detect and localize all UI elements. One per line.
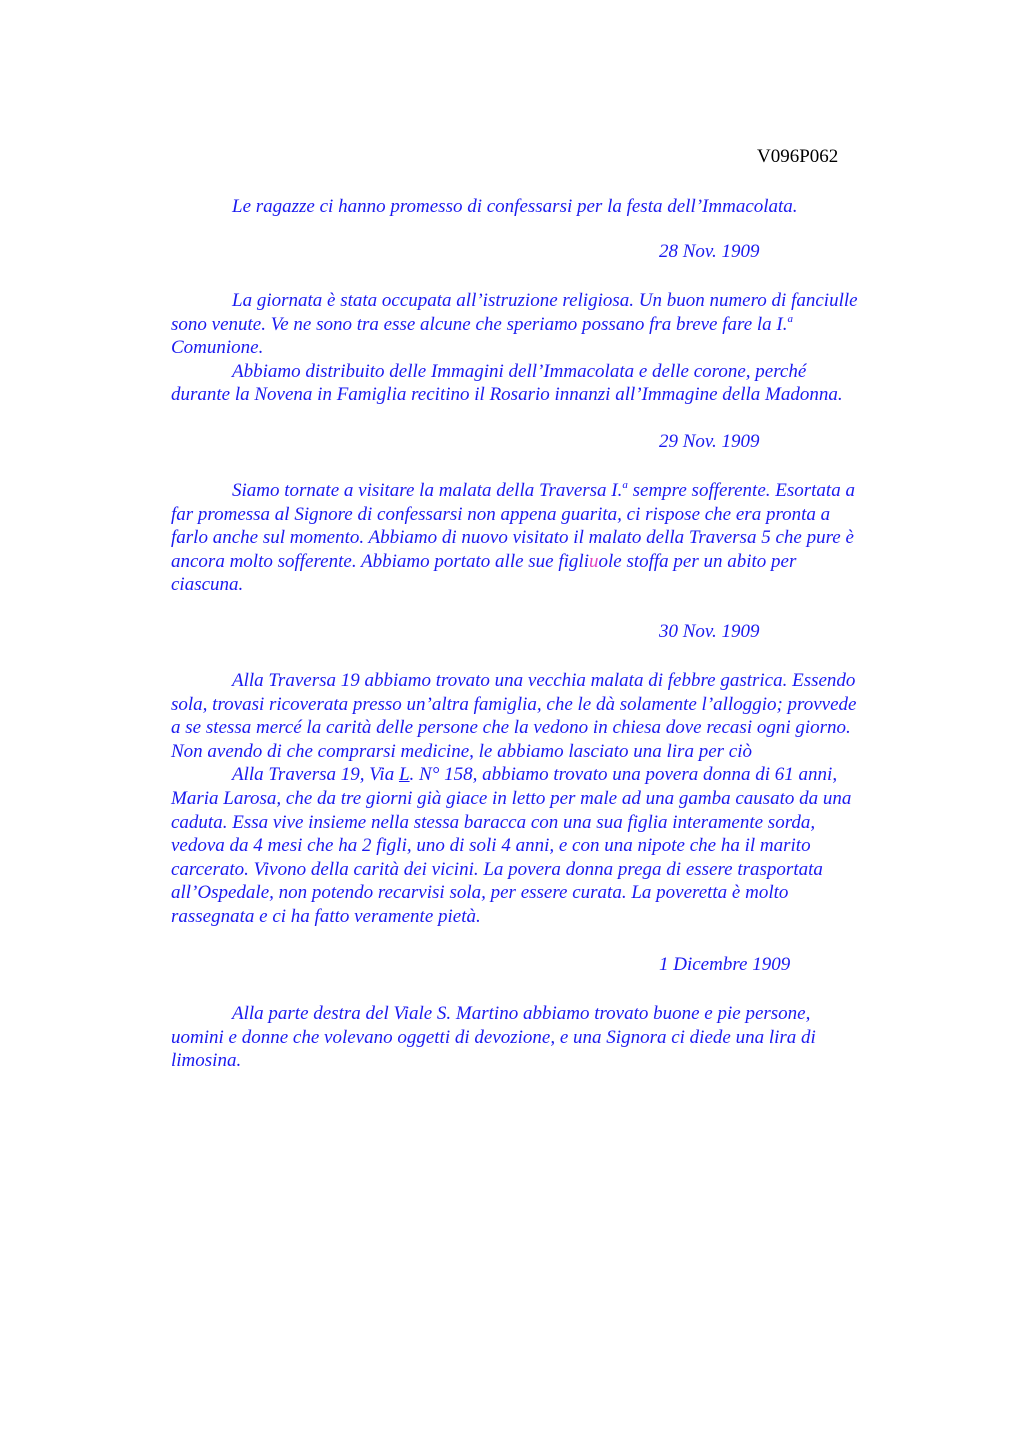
text-line: Comunione. — [171, 337, 264, 359]
text-line: Siamo tornate a visitare la malata della Traversa I.$^a$ sempre sofferente. Esortata a — [232, 479, 855, 501]
page-identifier: V096P062 — [757, 146, 839, 167]
text-line: ancora molto sofferente. Abbiamo portato alle sue figliuole stoffa per un abito per — [171, 550, 797, 572]
text-line: farlo anche sul momento. Abbiamo di nuovo visitato il malato della Traversa 5 che pure è — [171, 527, 854, 549]
entry-body — [171, 669, 921, 929]
text-line: Alla Traversa 19 abbiamo trovato una vecchia malata di febbre gastrica. Essendo — [232, 670, 856, 691]
text-line: Maria Larosa, che da tre giorni già giace in letto per male ad una gamba causato da una — [171, 787, 852, 809]
text-line: caduta. Essa vive insieme nella stessa baracca con una sua figlia interamente sorda, — [171, 811, 816, 833]
text-line: uomini e donne che volevano oggetti di devozione, e una Signora ci diede una lira di — [171, 1026, 816, 1048]
entry-body — [171, 1002, 921, 1073]
text-line: sola, trovasi ricoverata presso un’altra famiglia, che le dà solamente l’alloggio; provvede — [171, 693, 857, 715]
text-line: a se stessa mercé la carità delle persone che la vedono in chiesa dove recasi ogni giorno. — [171, 717, 851, 739]
text-line: rassegnata e ci ha fatto veramente pietà. — [171, 905, 481, 927]
text-line: Abbiamo distribuito delle Immagini dell’Immacolata e delle corone, perché — [232, 360, 807, 382]
text-line: limosina. — [171, 1050, 242, 1072]
intro-paragraph — [171, 195, 921, 219]
text-line: all’Ospedale, non potendo recarvisi sola, per essere curata. La poveretta è molto — [171, 882, 789, 904]
text-line: far promessa al Signore di confessarsi non appena guarita, ci rispose che era pronta a — [171, 503, 831, 525]
text-line: Le ragazze ci hanno promesso di confessarsi per la festa dell’Immacolata. — [232, 196, 798, 217]
text-line: La giornata è stata occupata all’istruzione religiosa. Un buon numero di fanciulle — [232, 290, 858, 311]
entry-date: 29 Nov. 1909 — [659, 431, 760, 452]
entry-date: 30 Nov. 1909 — [659, 621, 760, 642]
text-line: Alla Traversa 19, Via L. N° 158, abbiamo trovato una povera donna di 61 anni, — [232, 764, 838, 786]
entry-date: 28 Nov. 1909 — [659, 241, 760, 262]
underlined-letter: L — [398, 764, 410, 786]
text-line: carcerato. Vivono della carità dei vicini. La povera donna prega di essere trasportata — [171, 858, 823, 880]
corrected-letter: u — [588, 550, 599, 572]
entry-date: 1 Dicembre 1909 — [659, 954, 791, 975]
entry-body — [171, 289, 921, 407]
text-line: ciascuna. — [171, 574, 244, 596]
text-line: Non avendo di che comprarsi medicine, le abbiamo lasciato una lira per ciò — [171, 740, 752, 762]
text-line: durante la Novena in Famiglia recitino il Rosario innanzi all’Immagine della Madonna. — [171, 384, 843, 406]
text-line: vedova da 4 mesi che ha 2 figli, uno di soli 4 anni, e con una nipote che ha il marito — [171, 835, 811, 857]
entry-body — [171, 479, 921, 597]
text-line: Alla parte destra del Viale S. Martino abbiamo trovato buone e pie persone, — [232, 1003, 811, 1024]
text-line: sono venute. Ve ne sono tra esse alcune che speriamo possano fra breve fare la I.$^a$ — [171, 312, 793, 335]
